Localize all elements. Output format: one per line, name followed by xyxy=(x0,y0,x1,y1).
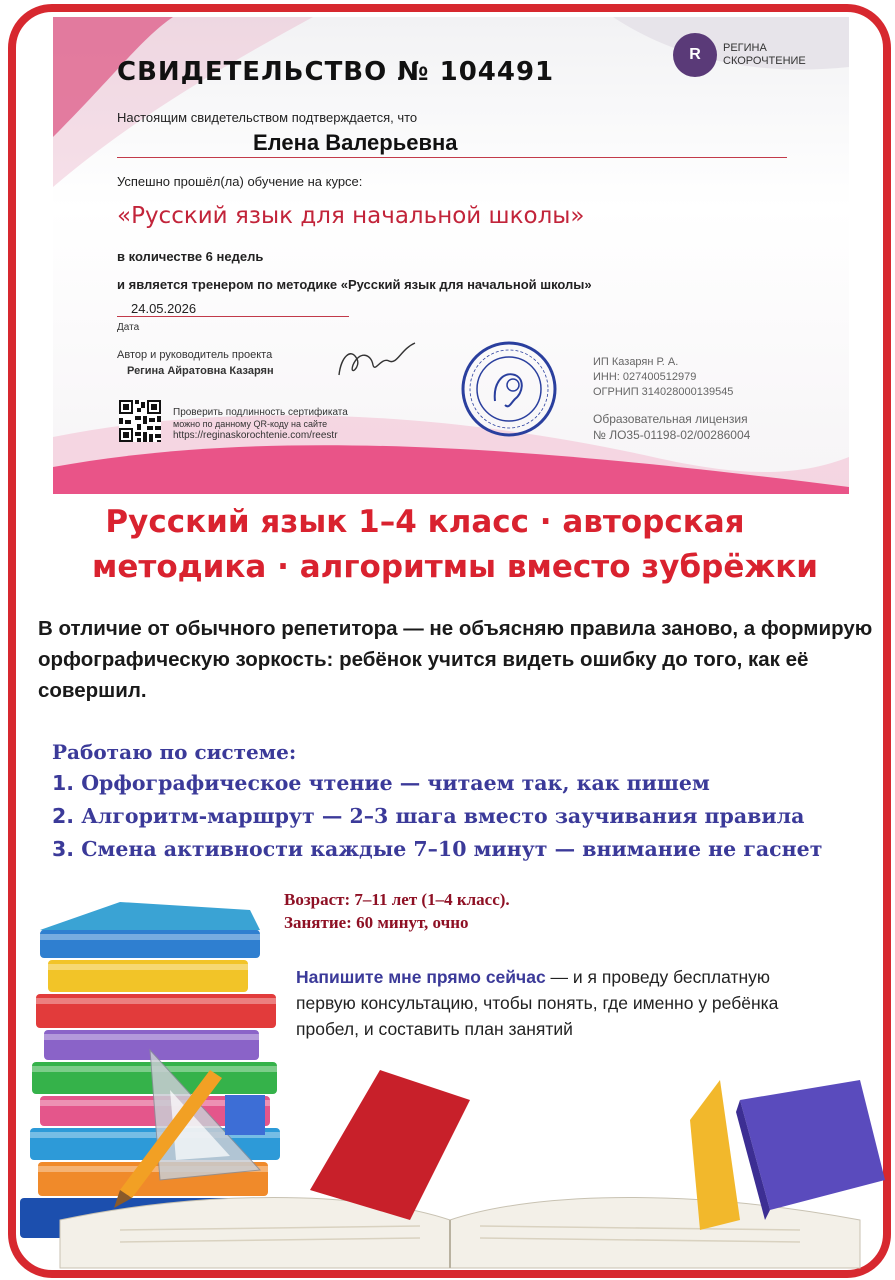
qr-hint-1: Проверить подлинность сертификата xyxy=(173,407,348,418)
course-duration: в количестве 6 недель xyxy=(117,249,264,264)
author-label: Автор и руководитель проекта xyxy=(117,349,273,361)
list-item: 3. Смена активности каждые 7–10 минут — внимание не гаснет xyxy=(52,837,823,861)
call-to-action xyxy=(296,964,816,1042)
org-inn: ИНН: 027400512979 xyxy=(593,371,697,383)
headline-line-1: Русский язык 1–4 класс · авторская xyxy=(105,504,745,540)
license-label: Образовательная лицензия xyxy=(593,412,748,426)
issue-date: 24.05.2026 xyxy=(131,301,197,316)
purple-book-icon xyxy=(736,1080,885,1220)
age-info: Возраст: 7–11 лет (1–4 класс). xyxy=(284,890,510,909)
system-title: Работаю по системе: xyxy=(52,740,297,764)
intro-text: В отличие от обычного репетитора — не объясняю правила заново, а формирую орфографическую зоркость: ребёнок учится видеть ошибку до того, как её совершил. xyxy=(38,617,873,702)
course-title: «Русский язык для начальной школы» xyxy=(117,203,585,229)
logo-line-1: РЕГИНА xyxy=(723,42,767,54)
headline xyxy=(0,500,895,590)
author-name: Регина Айратовна Казарян xyxy=(127,365,274,377)
logo-line-2: СКОРОЧТЕНИЕ xyxy=(723,55,806,67)
license-number: № ЛО35-01198-02/00286004 xyxy=(593,428,751,442)
books-illustration xyxy=(0,890,895,1280)
list-item: 1. Орфографическое чтение — читаем так, как пишем xyxy=(52,771,710,795)
cta-lead: Напишите мне прямо сейчас xyxy=(296,967,546,987)
date-underline xyxy=(117,316,349,317)
name-underline xyxy=(117,157,787,158)
trainer-text: и является тренером по методике «Русский язык для начальной школы» xyxy=(117,277,592,292)
certificate xyxy=(53,17,849,494)
intro-paragraph xyxy=(38,613,878,706)
headline-line-2: методика · алгоритмы вместо зубрёжки xyxy=(92,549,818,585)
method-system xyxy=(52,737,882,866)
org-name: ИП Казарян Р. А. xyxy=(593,356,679,368)
class-info xyxy=(284,888,510,934)
open-book-icon xyxy=(60,1198,860,1269)
system-list xyxy=(52,767,882,866)
signature-icon xyxy=(331,337,421,387)
completed-text: Успешно прошёл(ла) обучение на курсе: xyxy=(117,174,363,189)
lesson-info: Занятие: 60 минут, очно xyxy=(284,913,469,932)
cta-text: — и я проведу бесплатную первую консультацию, чтобы понять, где именно у ребёнка пробел, и составить план занятий xyxy=(296,967,779,1039)
official-seal-icon xyxy=(459,339,559,439)
qr-code-icon xyxy=(119,400,161,442)
logo-mark-icon: R xyxy=(673,33,717,77)
certificate-title: СВИДЕТЕЛЬСТВО № 104491 xyxy=(117,57,555,87)
org-ogrnip: ОГРНИП 314028000139545 xyxy=(593,386,734,398)
recipient-name: Елена Валерьевна xyxy=(253,130,458,155)
date-label: Дата xyxy=(117,322,140,333)
qr-url[interactable]: https://reginaskorochtenie.com/reestr xyxy=(173,430,338,441)
qr-hint-2: можно по данному QR-коду на сайте xyxy=(173,419,328,429)
brand-logo xyxy=(673,33,833,77)
list-item: 2. Алгоритм-маршрут — 2–3 шага вместо заучивания правила xyxy=(52,804,805,828)
confirm-text: Настоящим свидетельством подтверждается, что xyxy=(117,110,418,125)
